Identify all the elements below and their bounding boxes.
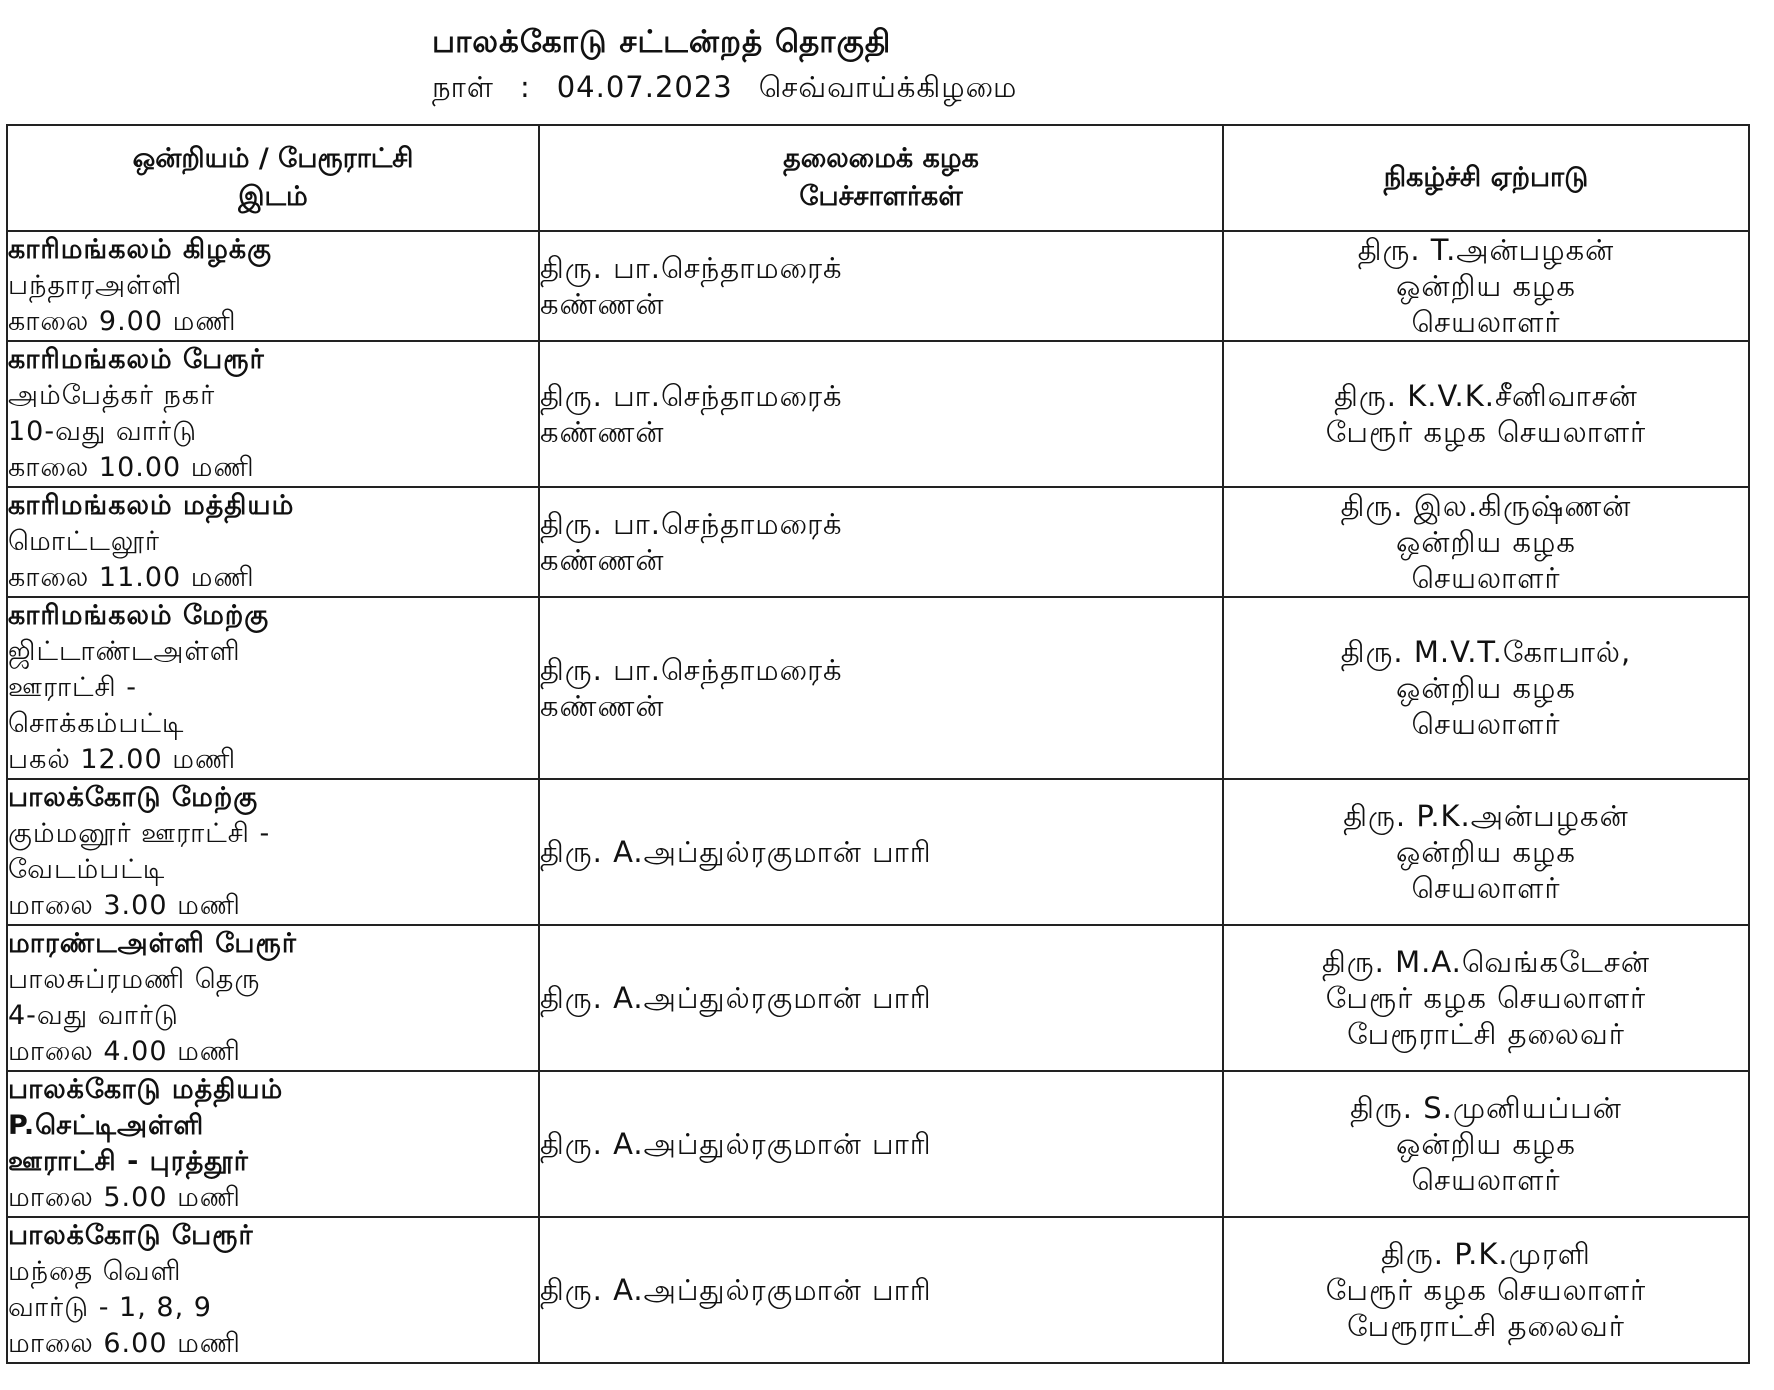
place-cell [7,597,539,779]
place-detail: ஊராட்சி - [8,672,138,703]
place-detail: காலை 9.00 மணி [8,306,237,337]
place-detail: பந்தாரஅள்ளி [8,270,183,301]
speaker-name: திரு. A.அப்துல்ரகுமான் பாரி [540,1127,932,1161]
table-row [7,925,1749,1071]
place-detail: மாலை 4.00 மணி [8,1036,241,1067]
place-detail: பாலசுப்ரமணி தெரு [8,964,261,995]
schedule-table [6,124,1750,1364]
place-detail: காலை 11.00 மணி [8,562,255,593]
organizer-cell [1223,597,1749,779]
speaker-name: திரு. பா.செந்தாமரைக் [540,507,843,541]
place-heading: காரிமங்கலம் கிழக்கு [8,234,272,265]
constituency-title: பாலக்கோடு சட்டன்றத் தொகுதி [432,24,892,60]
place-cell [7,779,539,925]
speaker-name: கண்ணன் [540,543,665,577]
place-heading: காரிமங்கலம் மேற்கு [8,600,270,631]
organizer-cell [1223,925,1749,1071]
organizer-line: பேரூர் கழக செயலாளர் [1325,981,1647,1015]
place-cell [7,231,539,341]
speaker-cell [539,231,1223,341]
place-detail: கும்மனூர் ஊராட்சி - [8,818,271,849]
header-line: தலைமைக் கழக [783,143,979,174]
column-header-organizer [1223,125,1749,231]
speaker-cell [539,779,1223,925]
organizer-line: செயலாளர் [1411,871,1561,905]
speaker-cell [539,487,1223,597]
place-detail: பகல் 12.00 மணி [8,744,237,775]
speaker-name: திரு. A.அப்துல்ரகுமான் பாரி [540,835,932,869]
place-heading: காரிமங்கலம் பேரூர் [8,344,265,375]
place-heading: பாலக்கோடு பேரூர் [8,1220,254,1251]
place-detail: சொக்கம்பட்டி [8,708,185,739]
column-header-place [7,125,539,231]
organizer-line: திரு. P.K.அன்பழகன் [1343,799,1629,833]
place-detail: மொட்டலூர் [8,526,160,557]
header-line: ஒன்றியம் / பேரூராட்சி [132,143,414,174]
table-row [7,1071,1749,1217]
place-heading: காரிமங்கலம் மத்தியம் [8,490,295,521]
place-detail: மாலை 5.00 மணி [8,1182,241,1213]
table-header-row [7,125,1749,231]
place-heading: பாலக்கோடு மத்தியம் [8,1074,284,1105]
place-heading: ஊராட்சி - புரத்தூர் [8,1146,249,1177]
place-detail: அம்பேத்கர் நகர் [8,380,216,411]
column-header-speakers [539,125,1223,231]
speaker-cell [539,341,1223,487]
table-row [7,341,1749,487]
place-detail: 4-வது வார்டு [8,1000,179,1031]
speaker-cell [539,1217,1223,1363]
day-name: செவ்வாய்க்கிழமை [758,70,1018,104]
organizer-line: பேரூர் கழக செயலாளர் [1325,1273,1647,1307]
organizer-line: திரு. S.முனியப்பன் [1350,1091,1622,1125]
date-label: நாள் [432,70,494,104]
organizer-line: பேரூராட்சி தலைவர் [1347,1309,1625,1343]
organizer-line: செயலாளர் [1411,305,1561,339]
organizer-line: ஒன்றிய கழக [1396,1127,1576,1161]
header-line: இடம் [238,181,308,212]
organizer-line: திரு. P.K.முரளி [1381,1237,1591,1271]
table-row [7,1217,1749,1363]
organizer-cell [1223,1217,1749,1363]
date-value: 04.07.2023 [556,70,733,104]
organizer-line: திரு. இல.கிருஷ்ணன் [1340,489,1632,523]
organizer-line: செயலாளர் [1411,707,1561,741]
organizer-line: திரு. T.அன்பழகன் [1357,233,1615,267]
speaker-name: கண்ணன் [540,689,665,723]
organizer-cell [1223,779,1749,925]
speaker-name: திரு. A.அப்துல்ரகுமான் பாரி [540,1273,932,1307]
speaker-cell [539,1071,1223,1217]
speaker-name: திரு. A.அப்துல்ரகுமான் பாரி [540,981,932,1015]
table-row [7,231,1749,341]
speaker-cell [539,925,1223,1071]
organizer-cell [1223,231,1749,341]
place-detail: ஜிட்டாண்டஅள்ளி [8,636,241,667]
organizer-cell [1223,341,1749,487]
place-heading: பாலக்கோடு மேற்கு [8,782,259,813]
organizer-line: ஒன்றிய கழக [1396,525,1576,559]
place-detail: மந்தை வெளி [8,1256,182,1287]
place-detail: 10-வது வார்டு [8,416,198,447]
header-line: பேச்சாளர்கள் [799,181,963,212]
organizer-line: செயலாளர் [1411,561,1561,595]
place-detail: வேடம்பட்டி [8,854,166,885]
organizer-cell [1223,1071,1749,1217]
organizer-line: ஒன்றிய கழக [1396,671,1576,705]
place-cell [7,341,539,487]
organizer-line: திரு. K.V.K.சீனிவாசன் [1334,379,1638,413]
organizer-line: பேரூராட்சி தலைவர் [1347,1017,1625,1051]
speaker-name: திரு. பா.செந்தாமரைக் [540,653,843,687]
speaker-name: திரு. பா.செந்தாமரைக் [540,379,843,413]
place-detail: காலை 10.00 மணி [8,452,255,483]
place-heading: மாரண்டஅள்ளி பேரூர் [8,928,297,959]
table-row [7,597,1749,779]
table-row [7,779,1749,925]
date-line [432,70,1043,108]
place-cell [7,1071,539,1217]
date-separator: : [519,70,531,104]
organizer-line: ஒன்றிய கழக [1396,835,1576,869]
place-detail: வார்டு - 1, 8, 9 [8,1292,212,1323]
place-cell [7,925,539,1071]
place-cell [7,1217,539,1363]
speaker-name: திரு. பா.செந்தாமரைக் [540,251,843,285]
speaker-name: கண்ணன் [540,415,665,449]
organizer-line: பேரூர் கழக செயலாளர் [1325,415,1647,449]
header-line: நிகழ்ச்சி ஏற்பாடு [1383,162,1589,193]
place-detail: மாலை 3.00 மணி [8,890,241,921]
speaker-cell [539,597,1223,779]
table-row [7,487,1749,597]
place-heading: P.செட்டிஅள்ளி [8,1110,205,1141]
organizer-line: செயலாளர் [1411,1163,1561,1197]
place-cell [7,487,539,597]
organizer-line: திரு. M.V.T.கோபால், [1340,635,1632,669]
place-detail: மாலை 6.00 மணி [8,1328,241,1359]
organizer-line: ஒன்றிய கழக [1396,269,1576,303]
speaker-name: கண்ணன் [540,287,665,321]
organizer-line: திரு. M.A.வெங்கடேசன் [1322,945,1650,979]
organizer-cell [1223,487,1749,597]
table-body [7,231,1749,1363]
